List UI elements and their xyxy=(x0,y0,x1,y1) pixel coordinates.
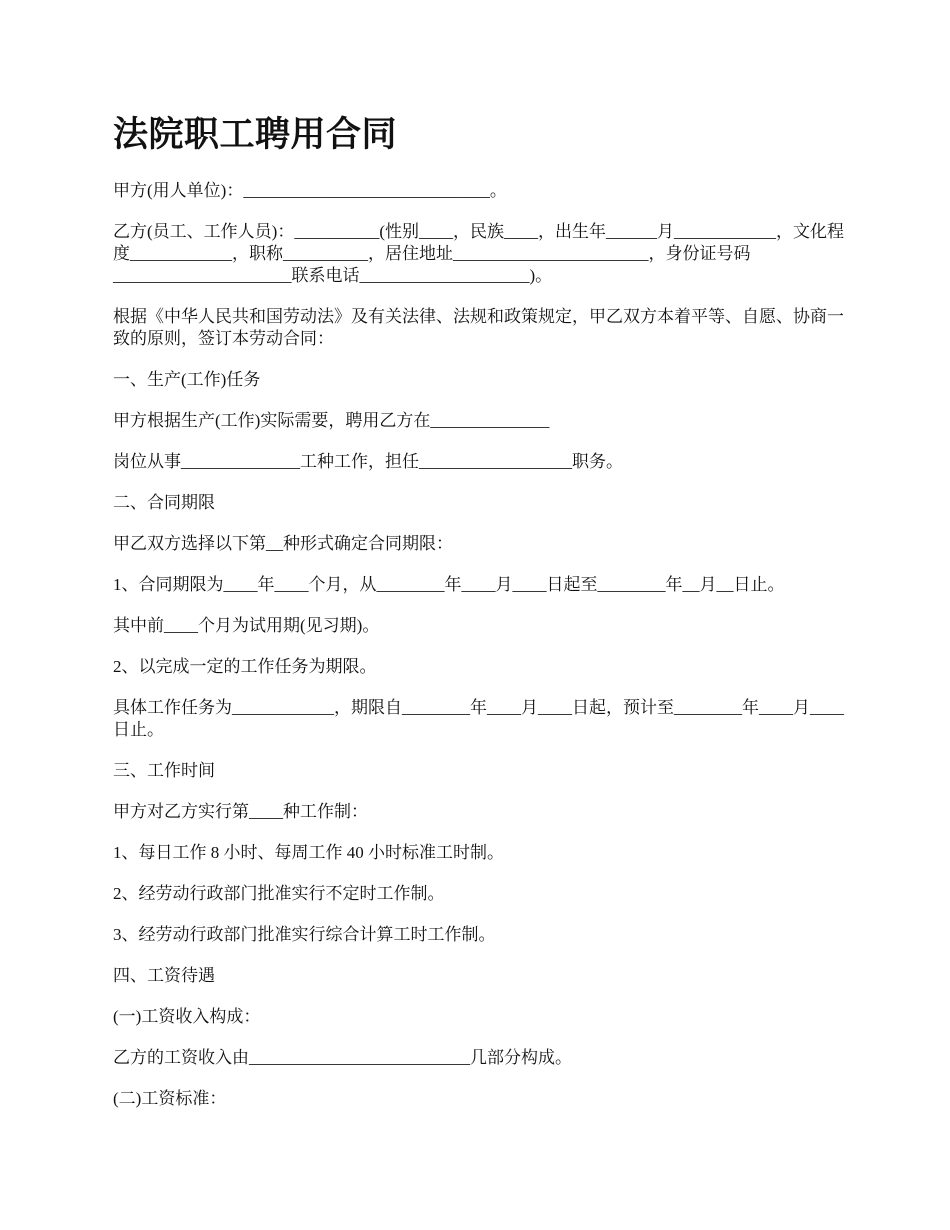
paragraph: (一)工资收入构成： xyxy=(113,1007,261,1026)
paragraph: 岗位从事______________工种工作，担任__________________职务。 xyxy=(113,452,623,471)
preamble-paragraph: 根据《中华人民共和国劳动法》及有关法律、法规和政策规定，甲乙双方本着平等、自愿、协商一致的原则，签订本劳动合同： xyxy=(113,307,844,348)
paragraph: 其中前____个月为试用期(见习期)。 xyxy=(113,616,380,635)
paragraph: 乙方的工资收入由__________________________几部分构成。 xyxy=(113,1048,572,1067)
paragraph: 甲乙双方选择以下第__种形式确定合同期限： xyxy=(113,534,453,553)
paragraph: 具体工作任务为____________，期限自________年____月____日起，预计至________年____月____日止。 xyxy=(113,698,844,739)
document-title: 法院职工聘用合同 xyxy=(113,115,398,155)
section-heading-term: 二、合同期限 xyxy=(113,493,215,512)
paragraph: 3、经劳动行政部门批准实行综合计算工时工作制。 xyxy=(113,925,496,944)
section-heading-wages: 四、工资待遇 xyxy=(113,966,215,985)
party-b-details: 乙方(员工、工作人员)：__________(性别____，民族____，出生年______月____________，文化程度____________，职称__________，居住地址_______________________，身份证号码_____________________联系电话____________________)。 xyxy=(113,222,844,285)
section-heading-hours: 三、工作时间 xyxy=(113,761,215,780)
paragraph: 2、经劳动行政部门批准实行不定时工作制。 xyxy=(113,884,445,903)
paragraph: 1、合同期限为____年____个月，从________年____月____日起至________年__月__日止。 xyxy=(113,575,785,594)
party-a-line: 甲方(用人单位)：_____________________________。 xyxy=(113,181,507,200)
paragraph: (二)工资标准： xyxy=(113,1089,227,1108)
paragraph: 甲方对乙方实行第____种工作制： xyxy=(113,802,368,821)
paragraph: 1、每日工作 8 小时、每周工作 40 小时标准工时制。 xyxy=(113,843,504,862)
paragraph: 甲方根据生产(工作)实际需要，聘用乙方在______________ xyxy=(113,411,550,430)
section-heading-task: 一、生产(工作)任务 xyxy=(113,370,261,389)
paragraph: 2、以完成一定的工作任务为期限。 xyxy=(113,657,377,676)
